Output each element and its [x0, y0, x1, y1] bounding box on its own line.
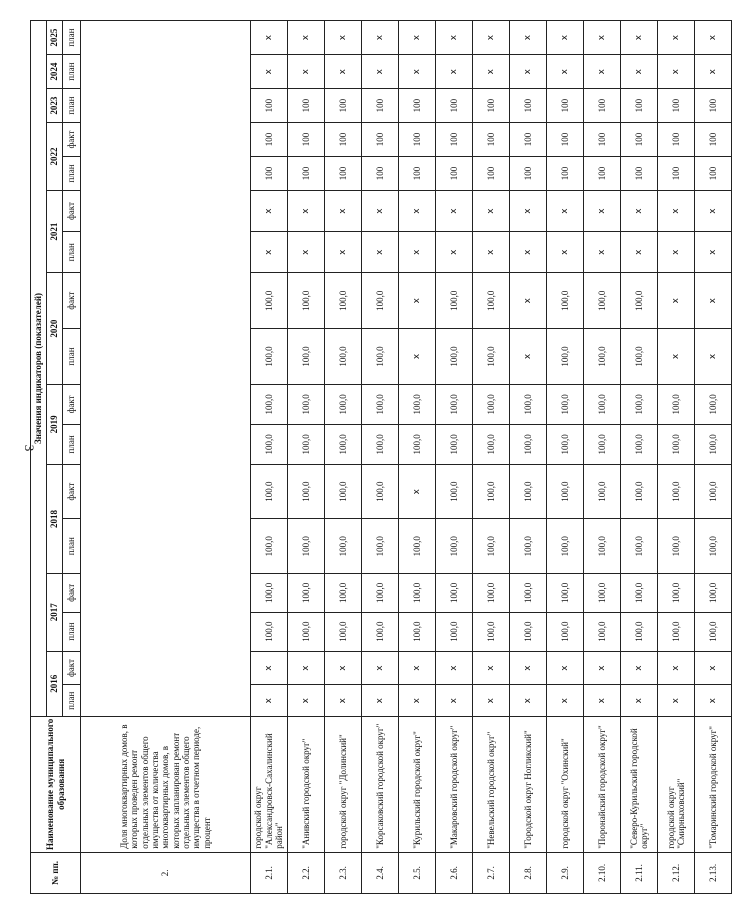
row-value-cell: 100	[473, 89, 510, 123]
header-fact-2021: факт	[63, 190, 81, 231]
row-value-cell: x	[362, 232, 399, 273]
row-value-cell: x	[510, 685, 547, 717]
header-plan-2016: план	[63, 685, 81, 717]
row-value-cell: 100,0	[621, 329, 658, 385]
row-value-cell: 100,0	[251, 464, 288, 519]
row-value-cell: 100,0	[288, 384, 325, 424]
row-value-cell: 100,0	[325, 519, 362, 574]
row-value-cell: x	[251, 685, 288, 717]
row-value-cell: 100	[584, 123, 621, 157]
row-value-cell: x	[547, 21, 584, 55]
row-value-cell: 100,0	[547, 329, 584, 385]
row-value-cell: 100	[325, 89, 362, 123]
row-value-cell: x	[288, 651, 325, 685]
row-value-cell: 100	[621, 156, 658, 190]
row-value-cell: x	[621, 190, 658, 231]
row-value-cell: 100,0	[362, 273, 399, 329]
header-year-2022: 2022	[47, 123, 63, 191]
row-value-cell: 100,0	[399, 384, 436, 424]
row-value-cell: 100,0	[362, 573, 399, 612]
row-value-cell: 100,0	[547, 384, 584, 424]
row-value-cell: 100,0	[251, 384, 288, 424]
row-value-cell: x	[547, 685, 584, 717]
row-value-cell: 100,0	[584, 573, 621, 612]
row-num: 2.8.	[510, 852, 547, 893]
section-row	[81, 21, 251, 894]
row-value-cell: 100,0	[362, 612, 399, 651]
row-value-cell: 100,0	[584, 464, 621, 519]
row-value-cell: 100	[399, 89, 436, 123]
row-value-cell: 100	[621, 123, 658, 157]
row-value-cell: 100	[695, 123, 732, 157]
row-value-cell: 100	[362, 123, 399, 157]
row-value-cell: x	[510, 329, 547, 385]
row-value-cell: 100	[510, 156, 547, 190]
header-year-2017: 2017	[47, 573, 63, 651]
row-value-cell: x	[658, 190, 695, 231]
row-value-cell: 100,0	[251, 519, 288, 574]
row-municipality-name: городской округ "Долинский"	[325, 717, 362, 853]
header-plan-2020: план	[63, 329, 81, 385]
row-value-cell: x	[658, 329, 695, 385]
section-desc: Доля многоквартирных домов, в которых проведен ремонт отдельных элементов общего имущества от количества многоквартирных домов, в которых запланирован ремонт отдельных элементов общего имущества в отчетном периоде, процент	[81, 717, 251, 853]
row-value-cell: x	[288, 55, 325, 89]
row-value-cell: 100,0	[436, 273, 473, 329]
row-value-cell: x	[584, 190, 621, 231]
row-value-cell: x	[621, 55, 658, 89]
row-value-cell: 100,0	[695, 464, 732, 519]
header-plan-2018: план	[63, 519, 81, 574]
table-row	[399, 21, 436, 894]
row-value-cell: 100	[288, 156, 325, 190]
row-value-cell: 100	[547, 156, 584, 190]
row-value-cell: 100,0	[547, 519, 584, 574]
row-value-cell: 100,0	[288, 573, 325, 612]
row-value-cell: 100,0	[510, 612, 547, 651]
row-num: 2.3.	[325, 852, 362, 893]
row-value-cell: x	[584, 232, 621, 273]
row-num: 2.2.	[288, 852, 325, 893]
row-value-cell: x	[584, 685, 621, 717]
table-row	[251, 21, 288, 894]
header-plan-2017: план	[63, 612, 81, 651]
row-value-cell: 100,0	[510, 464, 547, 519]
row-value-cell: 100,0	[695, 573, 732, 612]
row-value-cell: 100,0	[658, 464, 695, 519]
header-num: № пп.	[31, 852, 81, 893]
row-value-cell: 100,0	[510, 384, 547, 424]
row-value-cell: 100,0	[288, 464, 325, 519]
row-municipality-name: "Северо-Курильский городской округ"	[621, 717, 658, 853]
table-row	[621, 21, 658, 894]
header-fact-2016: факт	[63, 651, 81, 685]
table-row	[547, 21, 584, 894]
header-plan-2022: план	[63, 156, 81, 190]
row-value-cell: x	[621, 21, 658, 55]
row-value-cell: 100,0	[288, 519, 325, 574]
row-value-cell: 100,0	[473, 573, 510, 612]
row-municipality-name: "Анивский городской округ"	[288, 717, 325, 853]
header-year-2024: 2024	[47, 55, 63, 89]
row-municipality-name: "Томаринский городской округ"	[695, 717, 732, 853]
row-value-cell: x	[325, 21, 362, 55]
row-value-cell: 100	[251, 123, 288, 157]
row-value-cell: 100	[621, 89, 658, 123]
row-value-cell: 100,0	[362, 384, 399, 424]
row-value-cell: 100,0	[547, 612, 584, 651]
header-year-2016: 2016	[47, 651, 63, 716]
row-value-cell: x	[436, 21, 473, 55]
row-value-cell: 100,0	[436, 573, 473, 612]
row-value-cell: 100,0	[584, 329, 621, 385]
header-fact-2019: факт	[63, 384, 81, 424]
row-value-cell: x	[695, 685, 732, 717]
row-value-cell: x	[251, 21, 288, 55]
row-value-cell: x	[399, 190, 436, 231]
row-value-cell: x	[436, 190, 473, 231]
row-value-cell: x	[695, 190, 732, 231]
row-value-cell: 100	[288, 89, 325, 123]
section-num: 2.	[81, 852, 251, 893]
row-value-cell: 100,0	[436, 612, 473, 651]
page-number: 3	[22, 444, 37, 452]
row-value-cell: 100	[436, 123, 473, 157]
row-value-cell: x	[362, 651, 399, 685]
row-value-cell: 100,0	[251, 329, 288, 385]
header-year-2021: 2021	[47, 190, 63, 272]
row-value-cell: 100	[399, 123, 436, 157]
table-row	[362, 21, 399, 894]
row-value-cell: 100,0	[251, 424, 288, 464]
row-value-cell: x	[325, 190, 362, 231]
row-value-cell: 100,0	[658, 519, 695, 574]
row-value-cell: x	[251, 190, 288, 231]
row-value-cell: x	[695, 273, 732, 329]
row-value-cell: x	[288, 232, 325, 273]
row-num: 2.1.	[251, 852, 288, 893]
row-num: 2.12.	[658, 852, 695, 893]
row-value-cell: x	[251, 55, 288, 89]
header-plan-2021: план	[63, 232, 81, 273]
row-value-cell: x	[695, 55, 732, 89]
row-value-cell: 100,0	[473, 329, 510, 385]
row-value-cell: x	[510, 190, 547, 231]
row-value-cell: 100	[658, 156, 695, 190]
row-value-cell: 100	[362, 89, 399, 123]
row-value-cell: 100	[510, 89, 547, 123]
row-value-cell: 100	[658, 123, 695, 157]
row-municipality-name: городской округ "Александровск-Сахалинский район"	[251, 717, 288, 853]
row-value-cell: 100	[584, 156, 621, 190]
row-value-cell: x	[510, 21, 547, 55]
row-value-cell: x	[288, 21, 325, 55]
row-value-cell: x	[695, 329, 732, 385]
table-row	[658, 21, 695, 894]
row-num: 2.9.	[547, 852, 584, 893]
row-value-cell: x	[325, 55, 362, 89]
row-value-cell: 100,0	[547, 273, 584, 329]
row-value-cell: 100,0	[510, 573, 547, 612]
row-value-cell: x	[399, 464, 436, 519]
row-municipality-name: "Городской округ Ногликский"	[510, 717, 547, 853]
header-fact-2018: факт	[63, 464, 81, 519]
rotated-document	[30, 20, 718, 894]
row-value-cell: 100,0	[436, 329, 473, 385]
row-value-cell: x	[695, 232, 732, 273]
row-value-cell: x	[399, 232, 436, 273]
row-value-cell: x	[510, 55, 547, 89]
header-plan-2025: план	[63, 21, 81, 55]
row-value-cell: x	[436, 232, 473, 273]
row-value-cell: 100,0	[251, 612, 288, 651]
row-value-cell: 100,0	[399, 573, 436, 612]
table-row	[325, 21, 362, 894]
row-value-cell: 100	[251, 156, 288, 190]
row-num: 2.13.	[695, 852, 732, 893]
row-value-cell: x	[658, 55, 695, 89]
row-value-cell: 100,0	[473, 384, 510, 424]
row-value-cell: 100	[584, 89, 621, 123]
row-value-cell: 100,0	[621, 384, 658, 424]
row-value-cell: 100,0	[325, 384, 362, 424]
row-value-cell: 100,0	[362, 519, 399, 574]
row-value-cell: x	[436, 651, 473, 685]
header-name: Наименование муниципального образования	[31, 717, 81, 853]
header-indicators: Значения индикаторов (показателей)	[31, 21, 47, 717]
row-value-cell: 100,0	[399, 612, 436, 651]
row-value-cell: 100,0	[658, 612, 695, 651]
row-value-cell: 100,0	[473, 424, 510, 464]
row-value-cell: x	[473, 21, 510, 55]
row-value-cell: x	[251, 651, 288, 685]
row-municipality-name: городской округ "Охинский"	[547, 717, 584, 853]
row-value-cell: x	[473, 55, 510, 89]
row-value-cell: 100	[473, 156, 510, 190]
row-value-cell: x	[473, 651, 510, 685]
table-row	[436, 21, 473, 894]
row-value-cell: x	[362, 190, 399, 231]
row-value-cell: 100,0	[621, 612, 658, 651]
row-value-cell: x	[325, 232, 362, 273]
section-empty	[81, 21, 251, 717]
row-value-cell: 100	[325, 156, 362, 190]
row-value-cell: x	[251, 232, 288, 273]
row-value-cell: x	[621, 232, 658, 273]
header-plan-2024: план	[63, 55, 81, 89]
header-fact-2022: факт	[63, 123, 81, 157]
row-value-cell: 100	[362, 156, 399, 190]
row-value-cell: x	[473, 190, 510, 231]
row-value-cell: 100	[436, 89, 473, 123]
header-plan-2023: план	[63, 89, 81, 123]
header-year-2023: 2023	[47, 89, 63, 123]
header-year-2020: 2020	[47, 273, 63, 385]
row-value-cell: 100,0	[658, 573, 695, 612]
row-municipality-name: "Макаровский городской округ"	[436, 717, 473, 853]
row-value-cell: x	[510, 273, 547, 329]
row-value-cell: x	[399, 55, 436, 89]
row-value-cell: x	[399, 685, 436, 717]
row-municipality-name: городской округ "Смирныховский"	[658, 717, 695, 853]
header-fact-2017: факт	[63, 573, 81, 612]
row-value-cell: 100,0	[584, 424, 621, 464]
row-value-cell: x	[658, 651, 695, 685]
row-value-cell: 100,0	[436, 384, 473, 424]
row-num: 2.4.	[362, 852, 399, 893]
row-value-cell: 100	[510, 123, 547, 157]
row-value-cell: 100,0	[399, 519, 436, 574]
row-value-cell: 100,0	[473, 273, 510, 329]
row-value-cell: x	[584, 21, 621, 55]
row-value-cell: 100	[547, 89, 584, 123]
row-value-cell: 100,0	[325, 612, 362, 651]
row-value-cell: x	[584, 651, 621, 685]
row-value-cell: x	[621, 685, 658, 717]
table-row	[695, 21, 732, 894]
row-num: 2.11.	[621, 852, 658, 893]
row-value-cell: 100,0	[547, 464, 584, 519]
row-value-cell: 100	[547, 123, 584, 157]
row-value-cell: x	[658, 685, 695, 717]
row-value-cell: 100,0	[399, 424, 436, 464]
row-value-cell: 100,0	[695, 424, 732, 464]
row-value-cell: 100,0	[325, 273, 362, 329]
row-value-cell: 100,0	[325, 329, 362, 385]
row-num: 2.10.	[584, 852, 621, 893]
row-value-cell: 100,0	[584, 273, 621, 329]
row-value-cell: x	[436, 685, 473, 717]
row-value-cell: 100,0	[658, 384, 695, 424]
row-value-cell: x	[547, 232, 584, 273]
row-value-cell: x	[658, 232, 695, 273]
row-value-cell: 100,0	[695, 612, 732, 651]
row-value-cell: 100,0	[584, 384, 621, 424]
row-value-cell: 100,0	[325, 464, 362, 519]
row-value-cell: x	[473, 685, 510, 717]
row-value-cell: 100,0	[473, 464, 510, 519]
row-value-cell: 100,0	[436, 464, 473, 519]
row-value-cell: 100,0	[547, 573, 584, 612]
row-value-cell: x	[658, 21, 695, 55]
header-year-2025: 2025	[47, 21, 63, 55]
row-value-cell: 100,0	[288, 329, 325, 385]
row-value-cell: 100,0	[510, 424, 547, 464]
row-value-cell: 100	[473, 123, 510, 157]
row-value-cell: 100,0	[288, 424, 325, 464]
row-value-cell: 100	[288, 123, 325, 157]
row-value-cell: 100,0	[325, 424, 362, 464]
row-value-cell: x	[399, 651, 436, 685]
row-value-cell: 100,0	[436, 424, 473, 464]
row-value-cell: x	[362, 21, 399, 55]
row-value-cell: x	[473, 232, 510, 273]
row-value-cell: x	[658, 273, 695, 329]
row-value-cell: 100,0	[473, 519, 510, 574]
row-municipality-name: "Корсаковский городской округ"	[362, 717, 399, 853]
table-row	[288, 21, 325, 894]
row-num: 2.7.	[473, 852, 510, 893]
row-value-cell: 100,0	[547, 424, 584, 464]
row-value-cell: 100,0	[436, 519, 473, 574]
row-value-cell: x	[436, 55, 473, 89]
row-value-cell: x	[621, 651, 658, 685]
row-value-cell: 100,0	[325, 573, 362, 612]
header-fact-2020: факт	[63, 273, 81, 329]
header-year-2019: 2019	[47, 384, 63, 464]
row-value-cell: x	[399, 273, 436, 329]
row-value-cell: x	[510, 651, 547, 685]
row-value-cell: 100,0	[621, 573, 658, 612]
row-value-cell: 100	[695, 156, 732, 190]
header-year-2018: 2018	[47, 464, 63, 573]
header-plan-2019: план	[63, 424, 81, 464]
row-value-cell: x	[695, 651, 732, 685]
row-municipality-name: "Курильский городской округ"	[399, 717, 436, 853]
row-value-cell: 100	[399, 156, 436, 190]
table-row	[510, 21, 547, 894]
row-value-cell: 100	[436, 156, 473, 190]
row-value-cell: x	[547, 651, 584, 685]
row-num: 2.5.	[399, 852, 436, 893]
row-value-cell: 100,0	[251, 273, 288, 329]
row-value-cell: x	[399, 329, 436, 385]
row-value-cell: 100,0	[695, 384, 732, 424]
row-value-cell: x	[547, 190, 584, 231]
row-value-cell: 100,0	[621, 273, 658, 329]
row-municipality-name: "Невельский городской округ"	[473, 717, 510, 853]
row-value-cell: 100	[658, 89, 695, 123]
row-municipality-name: "Поронайский городской округ"	[584, 717, 621, 853]
row-value-cell: 100,0	[362, 464, 399, 519]
row-value-cell: 100,0	[695, 519, 732, 574]
row-value-cell: x	[288, 190, 325, 231]
row-value-cell: 100,0	[362, 329, 399, 385]
row-value-cell: x	[584, 55, 621, 89]
row-value-cell: x	[510, 232, 547, 273]
row-value-cell: x	[695, 21, 732, 55]
row-value-cell: 100	[325, 123, 362, 157]
row-value-cell: 100,0	[621, 519, 658, 574]
row-value-cell: 100,0	[251, 573, 288, 612]
row-value-cell: 100,0	[288, 273, 325, 329]
row-num: 2.6.	[436, 852, 473, 893]
row-value-cell: x	[362, 55, 399, 89]
row-value-cell: x	[325, 651, 362, 685]
row-value-cell: 100,0	[288, 612, 325, 651]
row-value-cell: 100,0	[584, 612, 621, 651]
row-value-cell: x	[547, 55, 584, 89]
row-value-cell: x	[362, 685, 399, 717]
table-row	[473, 21, 510, 894]
row-value-cell: 100,0	[510, 519, 547, 574]
row-value-cell: x	[399, 21, 436, 55]
table-row	[584, 21, 621, 894]
row-value-cell: x	[325, 685, 362, 717]
indicators-table	[30, 20, 732, 894]
row-value-cell: 100,0	[621, 424, 658, 464]
row-value-cell: 100,0	[658, 424, 695, 464]
row-value-cell: x	[288, 685, 325, 717]
row-value-cell: 100,0	[362, 424, 399, 464]
row-value-cell: 100,0	[584, 519, 621, 574]
row-value-cell: 100,0	[621, 464, 658, 519]
row-value-cell: 100,0	[473, 612, 510, 651]
row-value-cell: 100	[695, 89, 732, 123]
row-value-cell: 100	[251, 89, 288, 123]
